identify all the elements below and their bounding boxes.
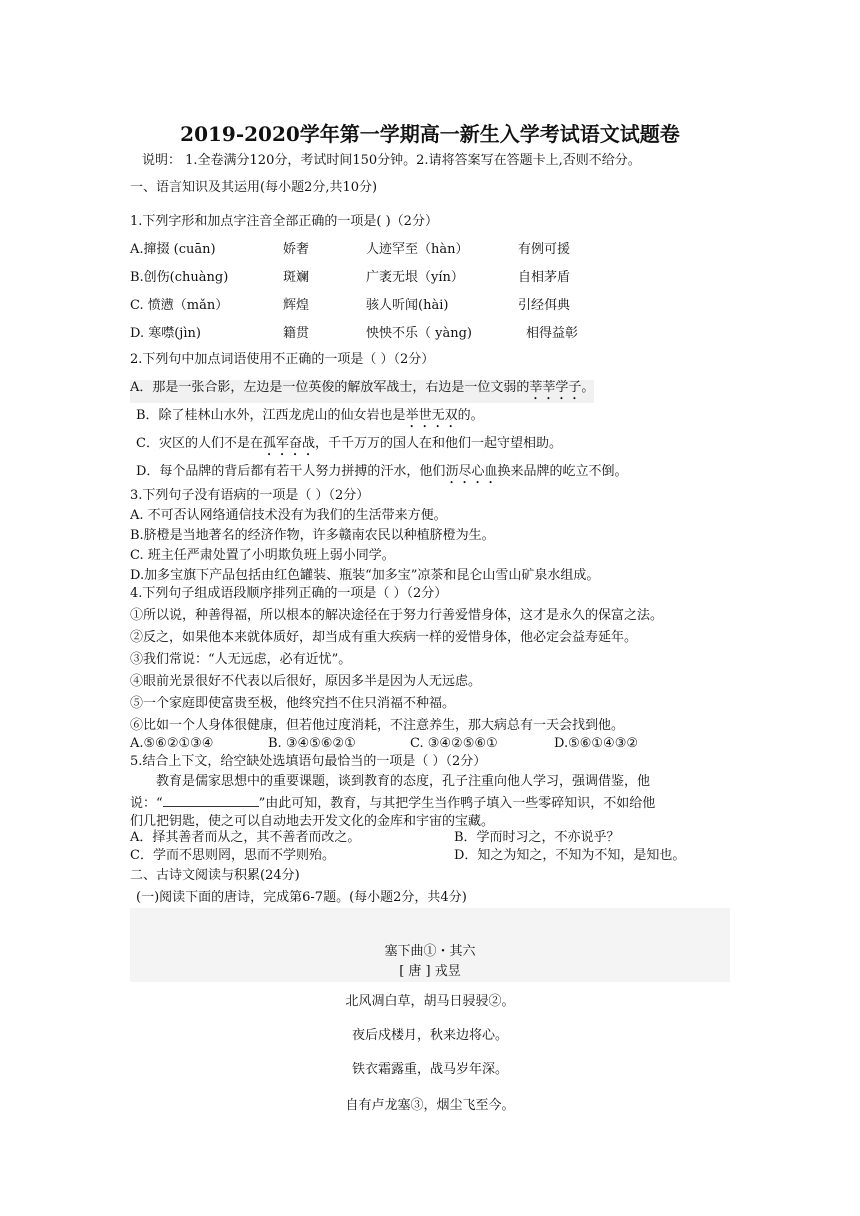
q1-a-col2: 娇奢 [283,242,310,257]
q4-option-d: D.⑤⑥①④③② [554,736,639,751]
q3-option-c: C. 班主任严肃处置了小明欺负班上弱小同学。 [130,548,395,563]
q1-b-col1: B.创伤(chuàng) [130,270,229,285]
question-1-stem: 1.下列字形和加点字注音全部正确的一项是( )（2分） [130,214,438,229]
q1-c-col1: C. 愤懑（mǎn） [130,298,229,313]
q5-passage-line-1: 教育是儒家思想中的重要课题，谈到教育的态度，孔子注重向他人学习，强调借鉴，他 [156,774,651,789]
q4-sentence-2: ②反之，如果他本来就体质好，却当成有重大疾病一样的爱惜身体，他必定会益寿延年。 [130,630,638,645]
q1-c-col4: 引经佴典 [518,298,571,313]
q4-sentence-4: ④眼前光景很好不代表以后很好，原因多半是因为人无远虑。 [130,674,482,689]
q4-sentence-5: ⑤一个家庭即使富贵至极，他终究挡不住只消福不种福。 [130,696,456,711]
q1-d-col2: 籍贯 [283,326,310,341]
q1-b-col2: 斑斓 [283,270,310,285]
q4-sentence-6: ⑥比如一个人身体很健康，但若他过度消耗，不注意养生，那大病总有一天会找到他。 [130,718,625,733]
q5-option-d: D．知之为知之，不知为不知，是知也。 [454,848,686,863]
poem-line-4: 自有卢龙塞③，烟尘飞至今。 [345,1098,515,1113]
q1-a-col1: A.撺掇 (cuān) [130,242,216,257]
q1-d-col1: D. 寒噤(jìn) [130,326,201,341]
q1-b-col3: 广袤无垠（yín） [366,270,464,285]
poem-line-1: 北风凋白草，胡马日骎骎②。 [345,994,515,1009]
q5-passage-line-3: 们几把钥匙，使之可以自动地去开发文化的金库和宇宙的宝藏。 [130,814,495,829]
q5-option-b: B．学而时习之，不亦说乎？ [454,830,620,845]
q4-option-b: B. ③④⑤⑥②① [268,736,356,751]
exam-instructions: 说明： 1.全卷满分120分，考试时间150分钟。2.请将答案写在答题卡上,否则不给分。 [142,153,641,168]
q2-option-b: B．除了桂林山水外，江西龙虎山的仙女岩也是举世无双的。 [136,408,484,423]
q4-option-c: C. ③④②⑤⑥① [410,736,498,751]
question-4-stem: 4.下列句子组成语段顺序排列正确的一项是（ ）（2分） [130,586,448,601]
q1-b-col4: 自相茅盾 [518,270,571,285]
q2-option-a: A．那是一张合影，左边是一位英俊的解放军战士，右边是一位文弱的莘莘学子。 [130,380,594,403]
q1-d-col4: 相得益彰 [526,326,579,341]
poem-line-3: 铁衣霜露重，战马岁年深。 [351,1062,508,1077]
poem-line-2: 夜后戍楼月，秋来边将心。 [351,1028,508,1043]
q5-option-c: C．学而不思则罔，思而不学则殆。 [130,848,335,863]
q1-c-col3: 骇人听闻(hài) [366,298,449,313]
q5-passage-line-2: 说：“ ”由此可知，教育，与其把学生当作鸭子填入一些零碎知识，不如给他 [130,796,656,811]
section-2-heading: 二、古诗文阅读与积累(24分) [130,868,300,883]
question-2-stem: 2.下列句中加点词语使用不正确的一项是（ ）（2分） [130,352,435,367]
q1-c-col2: 辉煌 [283,298,310,313]
q1-a-col4: 有例可援 [518,242,571,257]
q3-option-d: D.加多宝旗下产品包括由红色罐装、瓶装“加多宝”凉茶和昆仑山雪山矿泉水组成。 [130,568,600,583]
q3-option-b: B.脐橙是当地著名的经济作物，许多赣南农民以种植脐橙为生。 [130,528,495,543]
q5-option-a: A．择其善者而从之，其不善者而改之。 [130,830,361,845]
answer-blank [163,794,259,807]
q2-option-d: D．每个品牌的背后都有若干人努力拼搏的汗水，他们沥尽心血换来品牌的屹立不倒。 [136,464,628,479]
subsection-1-heading: (一)阅读下面的唐诗，完成第6-7题。(每小题2分，共4分) [136,890,467,905]
poem-author: [ 唐 ] 戎昱 [399,964,461,979]
q4-option-a: A.⑤⑥②①③④ [130,736,214,751]
poem-title: 塞下曲①・其六 [384,944,476,959]
q1-d-col3: 怏怏不乐（ yàng) [366,326,472,341]
question-3-stem: 3.下列句子没有语病的一项是（ ）（2分） [130,488,370,503]
section-1-heading: 一、语言知识及其运用(每小题2分,共10分) [130,180,378,195]
q1-a-col3: 人迹罕至（hàn） [366,242,469,257]
q2-option-c: C．灾区的人们不是在孤军奋战，千千万万的国人在和他们一起守望相助。 [136,436,562,451]
q4-sentence-1: ①所以说，种善得福，所以根本的解决途径在于努力行善爱惜身体，这才是永久的保富之法。 [130,608,664,623]
q3-option-a: A. 不可否认网络通信技术没有为我们的生活带来方便。 [130,508,447,523]
exam-title: 2019-2020学年第一学期高一新生入学考试语文试题卷 [180,122,680,146]
question-5-stem: 5.结合上下文，给空缺处选填语句最恰当的一项是（ ）（2分） [130,754,487,769]
q4-sentence-3: ③我们常说：“人无远虑，必有近忧”。 [130,652,352,667]
